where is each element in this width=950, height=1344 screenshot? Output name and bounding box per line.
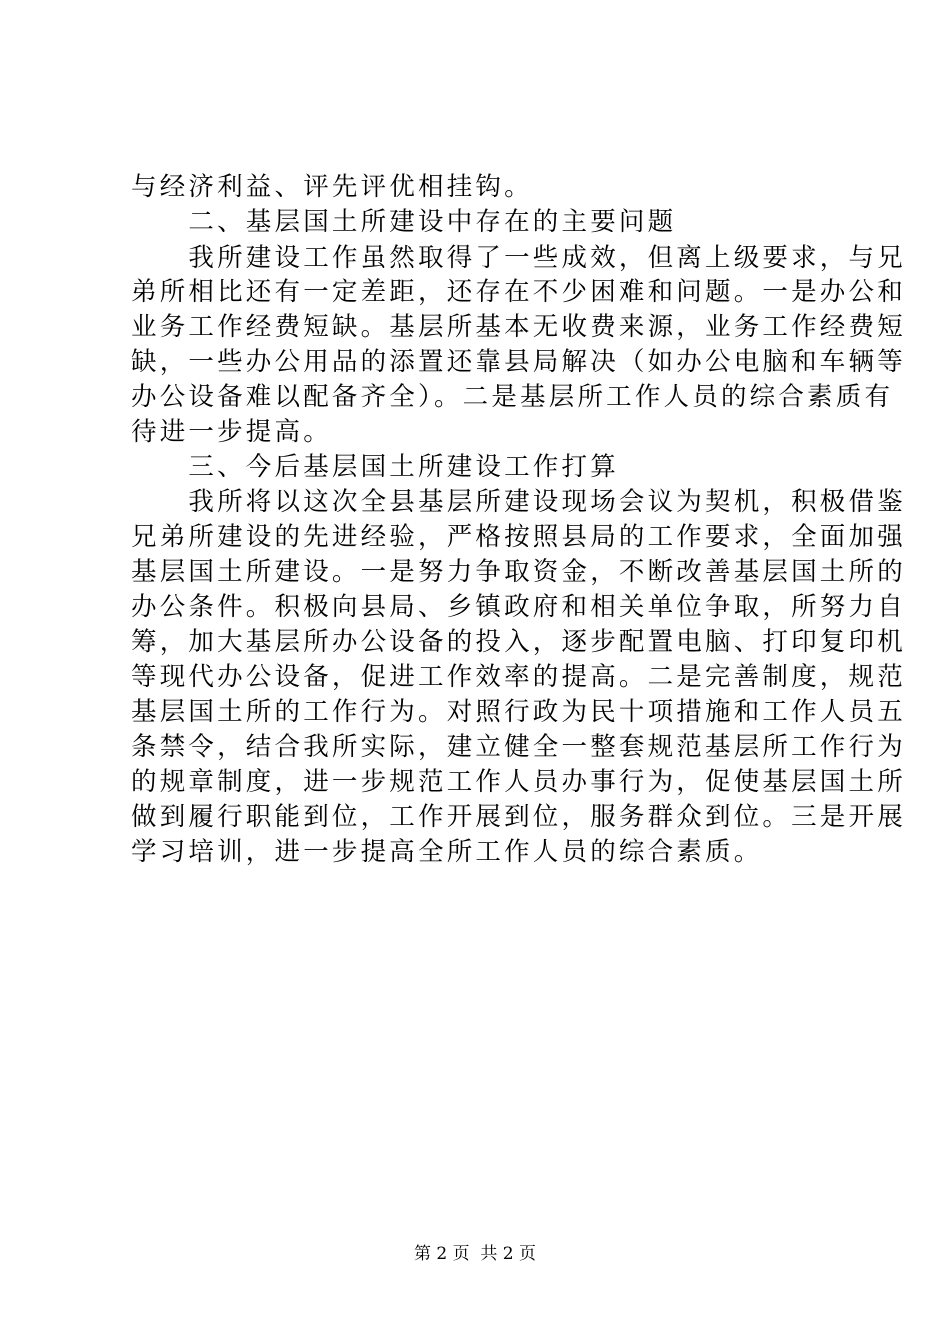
body-text-line: 待进一步提高。	[131, 417, 332, 447]
section-heading: 二、基层国土所建设中存在的主要问题	[131, 207, 677, 237]
body-text-line: 基层国土所建设。一是努力争取资金，不断改善基层国土所的	[131, 557, 906, 587]
body-text-line: 与经济利益、评先评优相挂钩。	[131, 172, 533, 202]
body-text-line: 基层国土所的工作行为。对照行政为民十项措施和工作人员五	[131, 697, 906, 727]
body-text-line: 我所建设工作虽然取得了一些成效，但离上级要求，与兄	[131, 243, 906, 273]
body-text-line: 弟所相比还有一定差距，还存在不少困难和问题。一是办公和	[131, 277, 906, 307]
body-text-line: 做到履行职能到位，工作开展到位，服务群众到位。三是开展	[131, 802, 906, 832]
body-text-line: 兄弟所建设的先进经验，严格按照县局的工作要求，全面加强	[131, 522, 906, 552]
body-text-line: 条禁令，结合我所实际，建立健全一整套规范基层所工作行为	[131, 732, 906, 762]
body-text-line: 筹，加大基层所办公设备的投入，逐步配置电脑、打印复印机	[131, 627, 906, 657]
page-number-footer: 第 2 页 共 2 页	[413, 1244, 537, 1264]
body-text-line: 办公条件。积极向县局、乡镇政府和相关单位争取，所努力自	[131, 592, 906, 622]
body-text-line: 的规章制度，进一步规范工作人员办事行为，促使基层国土所	[131, 767, 906, 797]
body-text-line: 学习培训，进一步提高全所工作人员的综合素质。	[131, 837, 763, 867]
section-heading: 三、今后基层国土所建设工作打算	[131, 452, 619, 482]
body-text-line: 办公设备难以配备齐全）。二是基层所工作人员的综合素质有	[131, 382, 894, 412]
body-text-line: 缺，一些办公用品的添置还靠县局解决（如办公电脑和车辆等	[131, 347, 906, 377]
body-text-line: 我所将以这次全县基层所建设现场会议为契机，积极借鉴	[131, 487, 906, 517]
body-text-line: 业务工作经费短缺。基层所基本无收费来源，业务工作经费短	[131, 312, 906, 342]
body-text-line: 等现代办公设备，促进工作效率的提高。二是完善制度，规范	[131, 662, 906, 692]
